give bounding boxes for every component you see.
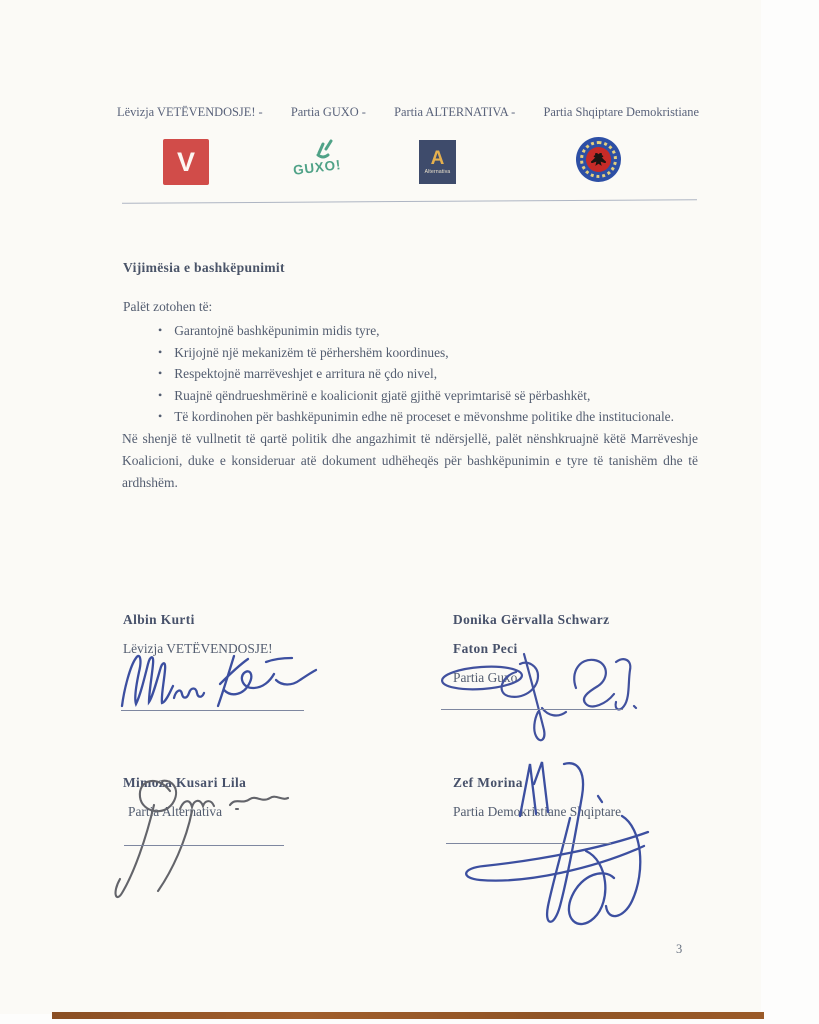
signatory-party-guxo: Partia Guxo: [453, 670, 518, 685]
signatory-name-mimoza-kusari-lila: Mimoza Kusari Lila: [123, 775, 247, 790]
signature-line-albin-kurti: [121, 710, 304, 711]
signature-line-alternativa: [124, 845, 284, 846]
guxo-logo-label: GUXO!: [292, 157, 342, 178]
vetevendosje-logo: [163, 139, 209, 185]
alternativa-logo: [419, 140, 456, 184]
signatory-name-donika-gervalla: Donika Gërvalla Schwarz: [453, 612, 610, 627]
demokristiane-logo: [576, 137, 621, 182]
signatory-name-faton-peci: Faton Peci: [453, 641, 518, 656]
party-name-guxo: Partia GUXO -: [290, 105, 366, 119]
pledge-item: • Krijojnë një mekanizëm të përhershëm koordinues,: [158, 342, 703, 364]
pledge-item: • Ruajnë qëndrueshmërinë e koalicionit gjatë gjithë veprimtarisë së përbashkët,: [158, 385, 703, 407]
signatory-party-vetevendosje: Lëvizja VETËVENDOSJE!: [123, 641, 273, 656]
pledge-item: • Garantojnë bashkëpunimin midis tyre,: [158, 320, 703, 342]
pledge-bullet-list: [158, 320, 703, 428]
alternativa-logo-label: Alternativa: [424, 168, 451, 175]
demokristiane-logo-center: [586, 147, 611, 172]
donika-faton-signatures: [438, 642, 678, 750]
mimoza-kusari-signature: [110, 753, 350, 918]
closing-paragraph: Në shenjë të vullnetit të qartë politik dhe angazhimit të ndërsjellë, palët nënshkruajnë këtë Marrëveshje Koalicioni, duke e konsideruar atë dokument udhëheqës për bashkëpunimin e tyre të tanishëm dhe të ardhshëm.: [122, 431, 698, 490]
signatory-name-zef-morina: Zef Morina: [453, 775, 523, 790]
scan-bottom-edge: [52, 1012, 764, 1019]
party-name-vetevendosje: Lëvizja VETËVENDOSJE! -: [117, 105, 263, 119]
party-name-alternativa: Partia ALTERNATIVA -: [394, 105, 516, 119]
guxo-logo: [287, 138, 357, 184]
pledge-intro-text: Palët zotohen të:: [123, 299, 213, 314]
party-name-demokristiane: Partia Shqiptare Demokristiane: [543, 105, 699, 119]
section-heading: Vijimësia e bashkëpunimit: [123, 260, 285, 275]
scan-right-edge: [758, 0, 764, 1014]
pledge-item: • Të kordinohen për bashkëpunimin edhe në proceset e mëvonshme politike dhe institucionale.: [158, 406, 703, 428]
signature-line-guxo: [441, 709, 623, 710]
pledge-item: • Respektojnë marrëveshjet e arritura në çdo nivel,: [158, 363, 703, 385]
page-number: 3: [676, 942, 683, 956]
zef-morina-signature: [436, 756, 681, 961]
alternativa-logo-letter: A: [430, 147, 445, 169]
signature-line-demokristiane: [446, 843, 611, 844]
coalition-parties-header: [117, 105, 699, 120]
albin-kurti-signature: [116, 646, 326, 718]
albanian-eagle-icon: [590, 152, 607, 167]
signatory-name-albin-kurti: Albin Kurti: [123, 612, 195, 627]
signatory-party-alternativa: Partia Alternativa: [128, 804, 223, 819]
signatory-party-demokristiane: Partia Demokristiane Shqiptare: [453, 804, 622, 819]
vetevendosje-logo-letter: V: [176, 146, 195, 177]
